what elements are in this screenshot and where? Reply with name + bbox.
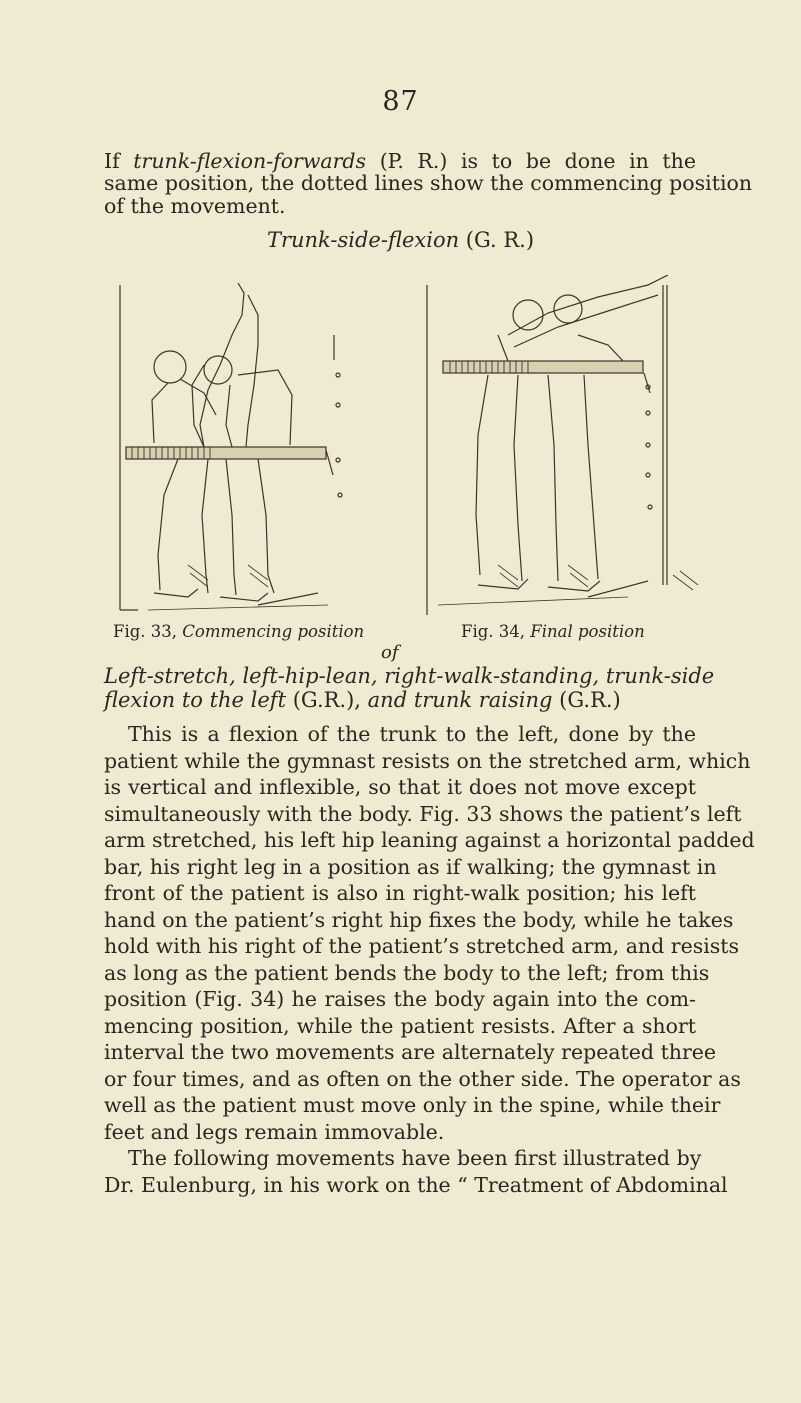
intro-lead: If — [104, 149, 120, 173]
figure-33-illustration — [108, 275, 376, 625]
heading-plain-1: (G.R.), — [292, 688, 361, 712]
body-line: hold with his right of the patient’s stretched arm, and resists — [104, 934, 740, 958]
body-line: simultaneously with the body. Fig. 33 shows the patient’s left — [104, 801, 742, 826]
intro-line-3: of the movement. — [104, 193, 286, 218]
of-connector: of — [381, 642, 399, 663]
intro-rest: (P. R.) is to be done in the — [379, 149, 696, 173]
heading-line-2 — [104, 688, 696, 712]
body-line: front of the patient is also in right-walk position; his left — [104, 881, 696, 905]
body-line: The following movements have been first illustrated by — [128, 1146, 702, 1170]
body-line: mencing position, while the patient resists. After a short — [104, 1013, 696, 1038]
figure-34-number: Fig. 34, — [461, 622, 526, 641]
body-line: hand on the patient’s right hip fixes the body, while he takes — [104, 907, 734, 932]
section-title-plain: (G. R.) — [465, 228, 535, 252]
heading-line-1: Left-stretch, left-hip-lean, right-walk-standing, trunk-side — [104, 664, 715, 688]
body-line: Dr. Eulenburg, in his work on the “ Treatment of Abdominal — [104, 1172, 728, 1197]
body-line: feet and legs remain immovable. — [104, 1119, 445, 1144]
body-line: as long as the patient bends the body to the left; from this — [104, 960, 710, 985]
body-line: arm stretched, his left hip leaning against a horizontal padded — [104, 828, 755, 852]
body-line: is vertical and inflexible, so that it does not move except — [104, 775, 696, 799]
figure-34-caption — [461, 622, 645, 641]
figure-33-number: Fig. 33, — [113, 622, 178, 641]
body-line: or four times, and as often on the other side. The operator as — [104, 1066, 741, 1091]
heading-plain-2: (G.R.) — [559, 688, 621, 712]
intro-line-2: same position, the dotted lines show the commencing position — [104, 171, 753, 196]
intro-line-1 — [104, 150, 696, 172]
heading-italic-2: and trunk raising — [367, 688, 553, 712]
body-line: well as the patient must move only in the spine, while their — [104, 1093, 721, 1117]
section-title — [0, 228, 801, 252]
figure-34-illustration — [418, 275, 801, 625]
figure-34-caption-text: Final position — [530, 622, 645, 641]
section-title-italic: Trunk-side-flexion — [266, 228, 460, 252]
body-paragraph — [104, 721, 755, 1198]
intro-term: trunk-flexion-forwards — [133, 149, 367, 173]
page-number: 87 — [382, 86, 419, 117]
body-line: patient while the gymnast resists on the stretched arm, which — [104, 748, 751, 773]
body-line: interval the two movements are alternately repeated three — [104, 1040, 717, 1064]
figure-33-caption-text: Commencing position — [182, 622, 365, 641]
body-line: This is a flexion of the trunk to the left, done by the — [128, 722, 696, 746]
intro-paragraph — [104, 149, 753, 218]
heading-italic-1: flexion to the left — [104, 688, 287, 712]
body-line: position (Fig. 34) he raises the body again into the com- — [104, 987, 696, 1011]
exercise-heading — [104, 664, 715, 712]
body-line: bar, his right leg in a position as if walking; the gymnast in — [104, 854, 717, 879]
figure-33-caption — [113, 622, 364, 641]
